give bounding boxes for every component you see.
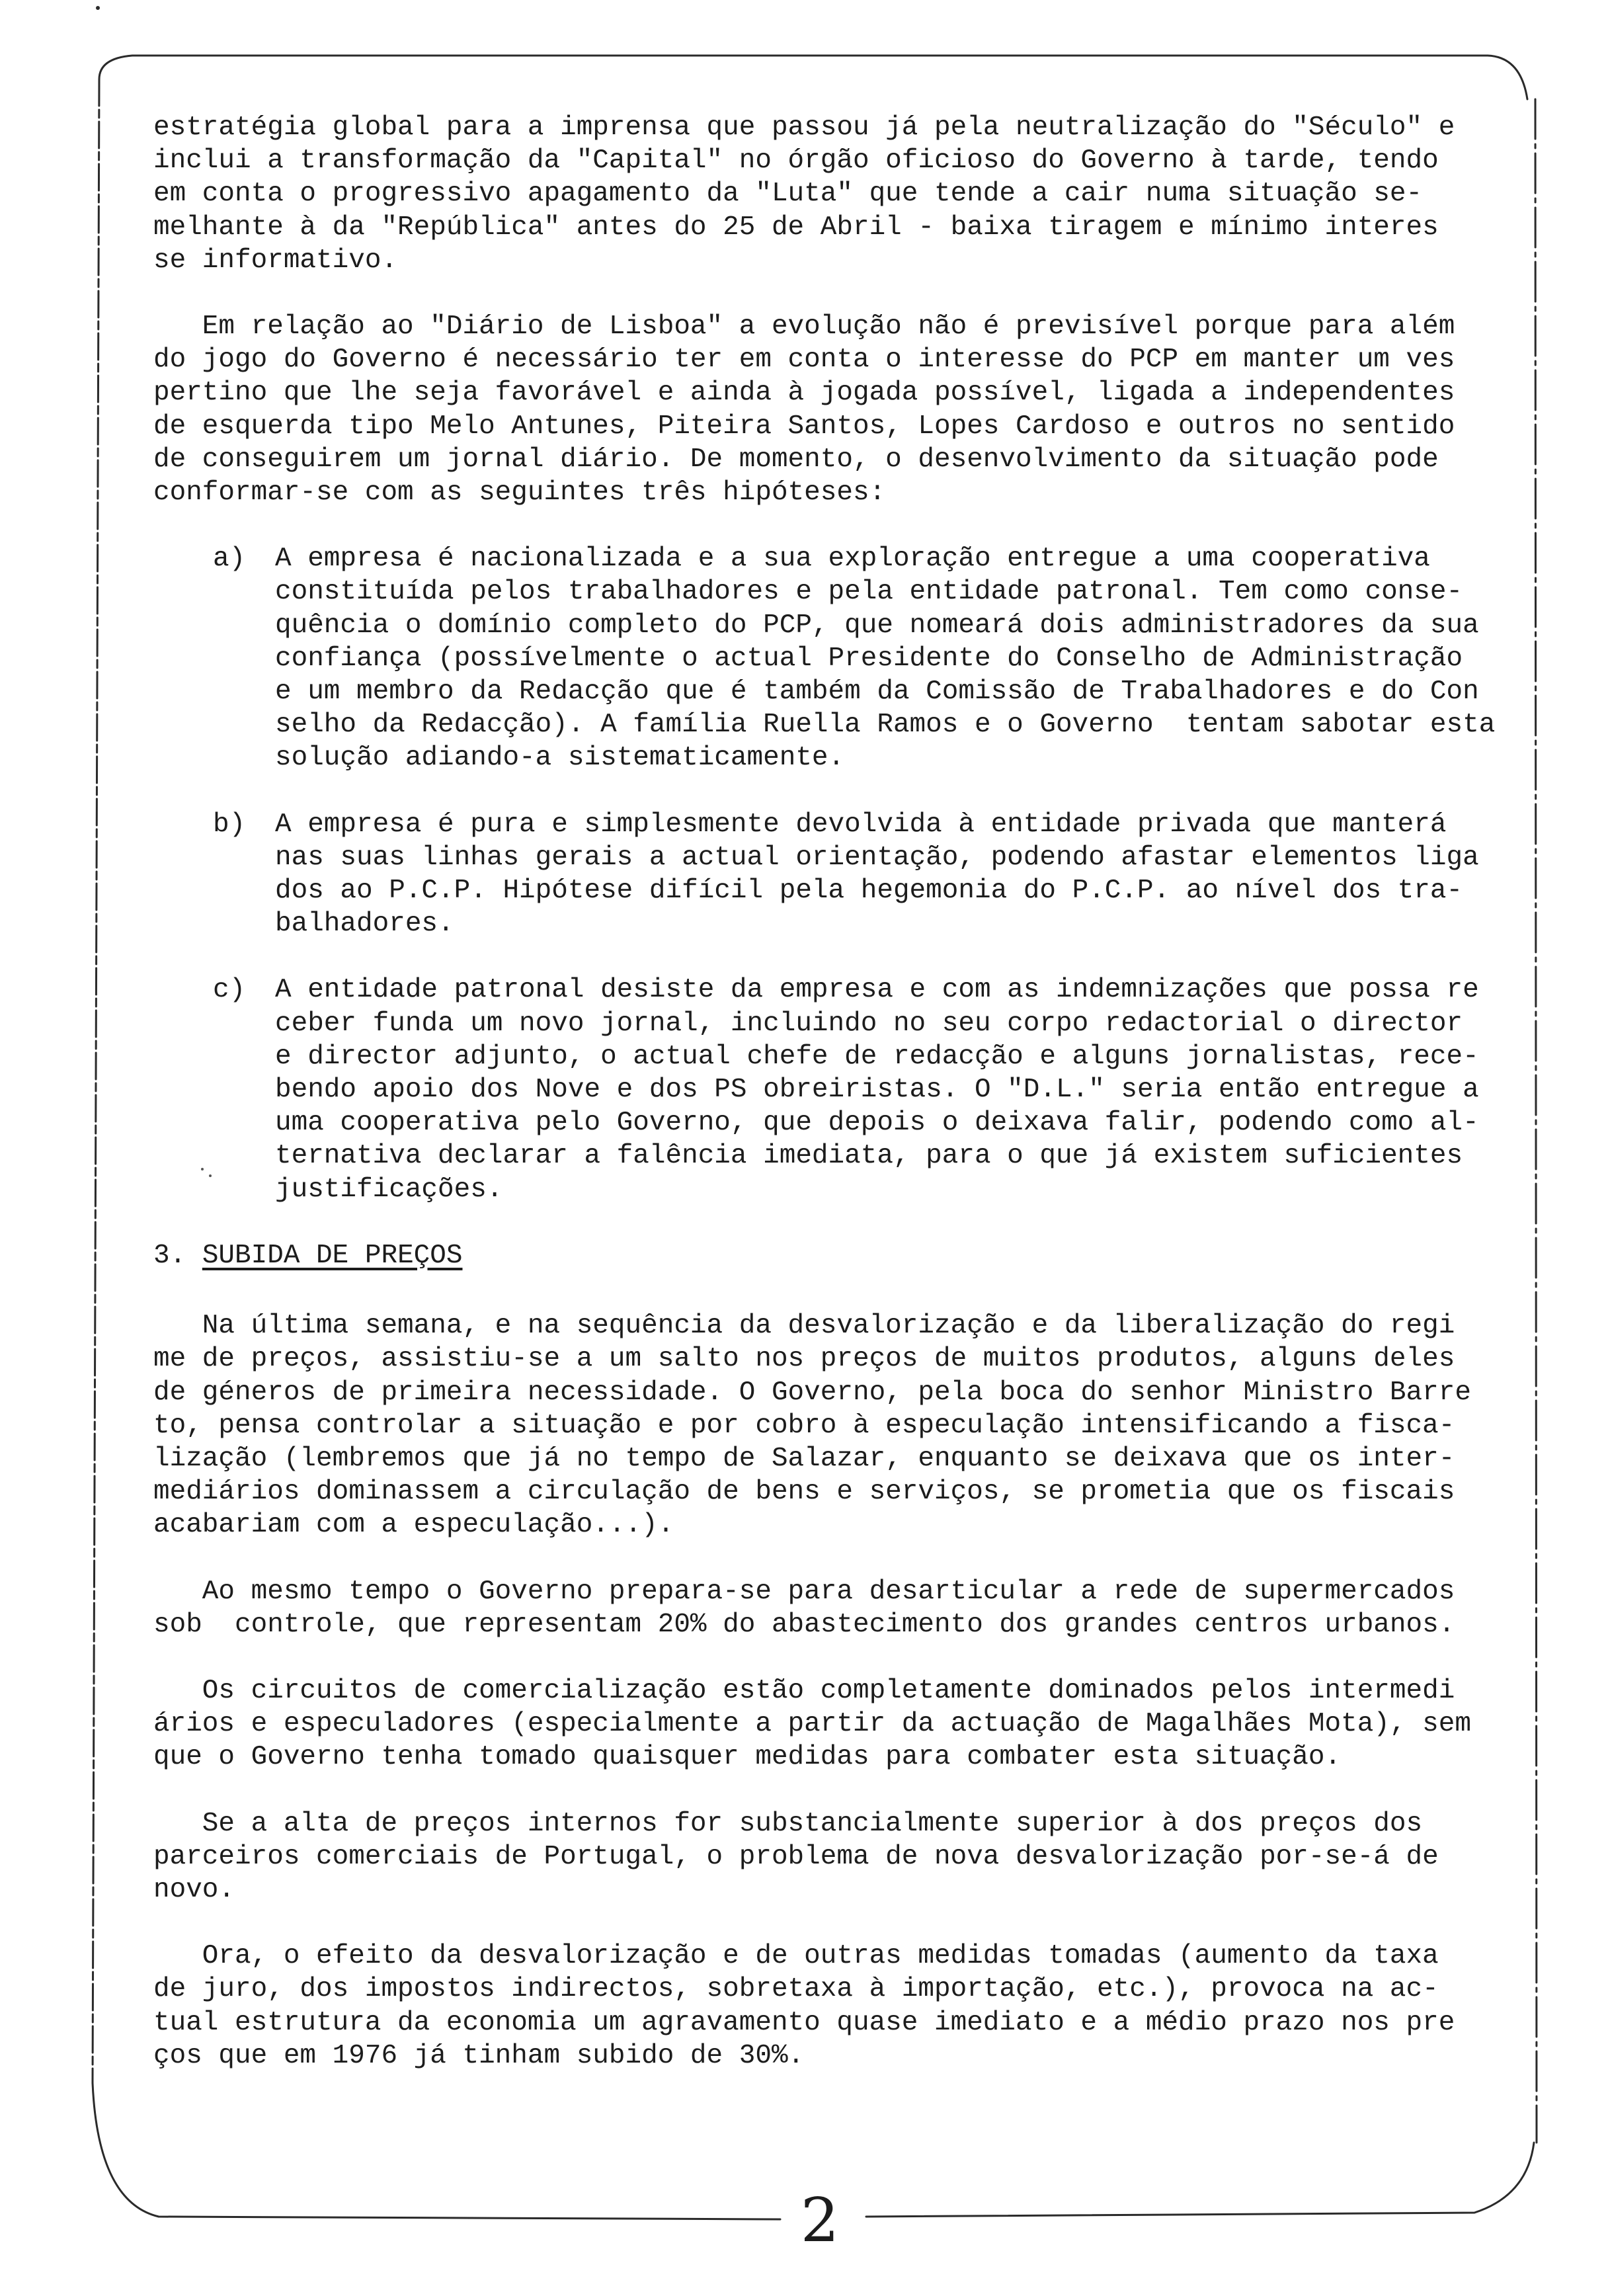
text-line: do jogo do Governo é necessário ter em conta o interesse do PCP em manter um ves (153, 345, 1455, 376)
text-line: bendo apoio dos Nove e dos PS obreiristas. O "D.L." seria então entregue a (275, 1075, 1479, 1106)
prices-paragraph-5 (153, 1940, 1509, 2072)
diario-de-lisboa-paragraph (153, 310, 1509, 509)
hypothesis-c (213, 973, 1509, 1206)
hypothesis-marker: a) (213, 544, 246, 575)
text-line: parceiros comerciais de Portugal, o problema de nova desvalorização por-se-á de (153, 1841, 1439, 1872)
text-line: inclui a transformação da "Capital" no órgão oficioso do Governo à tarde, tendo (153, 145, 1439, 177)
text-line: se informativo. (153, 245, 398, 276)
text-line: A entidade patronal desiste da empresa e com as indemnizações que possa re (275, 975, 1479, 1006)
text-line: Em relação ao "Diário de Lisboa" a evolução não é previsível porque para além (153, 311, 1455, 343)
section-number: 3. (153, 1240, 186, 1271)
text-line: sob controle, que representam 20% do abastecimento dos grandes centros urbanos. (153, 1609, 1455, 1640)
section-title: SUBIDA DE PREÇOS (202, 1240, 463, 1271)
text-line: justificações. (275, 1174, 503, 1205)
text-line: lização (lembremos que já no tempo de Salazar, enquanto se deixava que os inter- (153, 1443, 1455, 1474)
text-line: de conseguirem um jornal diário. De momento, o desenvolvimento da situação pode (153, 444, 1439, 475)
hypothesis-marker: c) (213, 975, 246, 1006)
text-line: de géneros de primeira necessidade. O Governo, pela boca do senhor Ministro Barre (153, 1377, 1471, 1408)
text-line: quência o domínio completo do PCP, que nomeará dois administradores da sua (275, 610, 1479, 641)
intro-paragraph (153, 111, 1509, 277)
text-line: Ora, o efeito da desvalorização e de outras medidas tomadas (aumento da taxa (153, 1941, 1439, 1972)
text-line: confiança (possívelmente o actual Presidente do Conselho de Administração (275, 643, 1463, 674)
text-line: e um membro da Redacção que é também da Comissão de Trabalhadores e do Con (275, 676, 1479, 708)
text-line: pertino que lhe seja favorável e ainda à jogada possível, ligada a independentes (153, 378, 1455, 409)
text-line: e director adjunto, o actual chefe de redacção e alguns jornalistas, rece- (275, 1041, 1479, 1072)
text-line: selho da Redacção). A família Ruella Ramos e o Governo tentam sabotar esta (275, 710, 1496, 741)
prices-paragraph-3 (153, 1674, 1509, 1774)
page-number: 2 (800, 2185, 840, 2256)
text-line: Na última semana, e na sequência da desvalorização e da liberalização do regi (153, 1311, 1455, 1342)
section-heading (153, 1239, 1509, 1272)
hypothesis-a (213, 542, 1509, 774)
text-line: ários e especuladores (especialmente a partir da actuação de Magalhães Mota), sem (153, 1709, 1471, 1740)
text-line: que o Governo tenha tomado quaisquer medidas para combater esta situação. (153, 1742, 1342, 1773)
text-line: mediários dominassem a circulação de bens e serviços, se prometia que os fiscais (153, 1477, 1455, 1508)
hypothesis-marker: b) (213, 809, 246, 840)
prices-paragraph-2 (153, 1575, 1509, 1641)
text-line: Ao mesmo tempo o Governo prepara-se para desarticular a rede de supermercados (153, 1576, 1455, 1607)
text-line: uma cooperativa pelo Governo, que depois o deixava falir, podendo como al- (275, 1108, 1479, 1139)
text-line: nas suas linhas gerais a actual orientação, podendo afastar elementos liga (275, 842, 1479, 873)
text-line: de esquerda tipo Melo Antunes, Piteira Santos, Lopes Cardoso e outros no sentido (153, 411, 1455, 442)
text-line: Se a alta de preços internos for substancialmente superior à dos preços dos (153, 1808, 1423, 1839)
text-line: balhadores. (275, 909, 454, 940)
text-line: ceber funda um novo jornal, incluindo no seu corpo redactorial o director (275, 1008, 1463, 1039)
text-line: solução adiando-a sistematicamente. (275, 743, 845, 774)
text-line: ternativa declarar a falência imediata, para o que já existem suficientes (275, 1141, 1463, 1172)
text-line: Os circuitos de comercialização estão completamente dominados pelos intermedi (153, 1675, 1455, 1706)
text-line: de juro, dos impostos indirectos, sobretaxa à importação, etc.), provoca na ac- (153, 1974, 1439, 2005)
text-line: em conta o progressivo apagamento da "Luta" que tende a cair numa situação se- (153, 179, 1423, 210)
hypothesis-b (213, 808, 1509, 941)
text-line: to, pensa controlar a situação e por cobro à especulação intensificando a fisca- (153, 1410, 1455, 1441)
text-line: novo. (153, 1874, 235, 1905)
text-line: A empresa é pura e simplesmente devolvida à entidade privada que manterá (275, 809, 1447, 840)
text-line: me de preços, assistiu-se a um salto nos preços de muitos produtos, alguns deles (153, 1344, 1455, 1375)
text-line: dos ao P.C.P. Hipótese difícil pela hegemonia do P.C.P. ao nível dos tra- (275, 876, 1463, 907)
prices-paragraph-4 (153, 1807, 1509, 1907)
prices-paragraph-1 (153, 1309, 1509, 1541)
text-line: acabariam com a especulação...). (153, 1510, 674, 1541)
text-line: constituída pelos trabalhadores e pela entidade patronal. Tem como conse- (275, 577, 1463, 608)
text-line: conformar-se com as seguintes três hipóteses: (153, 477, 886, 509)
text-line: tual estrutura da economia um agravamento quase imediato e a médio prazo nos pre (153, 2007, 1455, 2038)
text-line: estratégia global para a imprensa que passou já pela neutralização do "Século" e (153, 112, 1455, 143)
text-line: melhante à da "República" antes do 25 de Abril - baixa tiragem e mínimo interes (153, 212, 1439, 243)
document-body (153, 111, 1509, 2072)
text-line: ços que em 1976 já tinham subido de 30%. (153, 2040, 805, 2071)
text-line: A empresa é nacionalizada e a sua exploração entregue a uma cooperativa (275, 544, 1430, 575)
